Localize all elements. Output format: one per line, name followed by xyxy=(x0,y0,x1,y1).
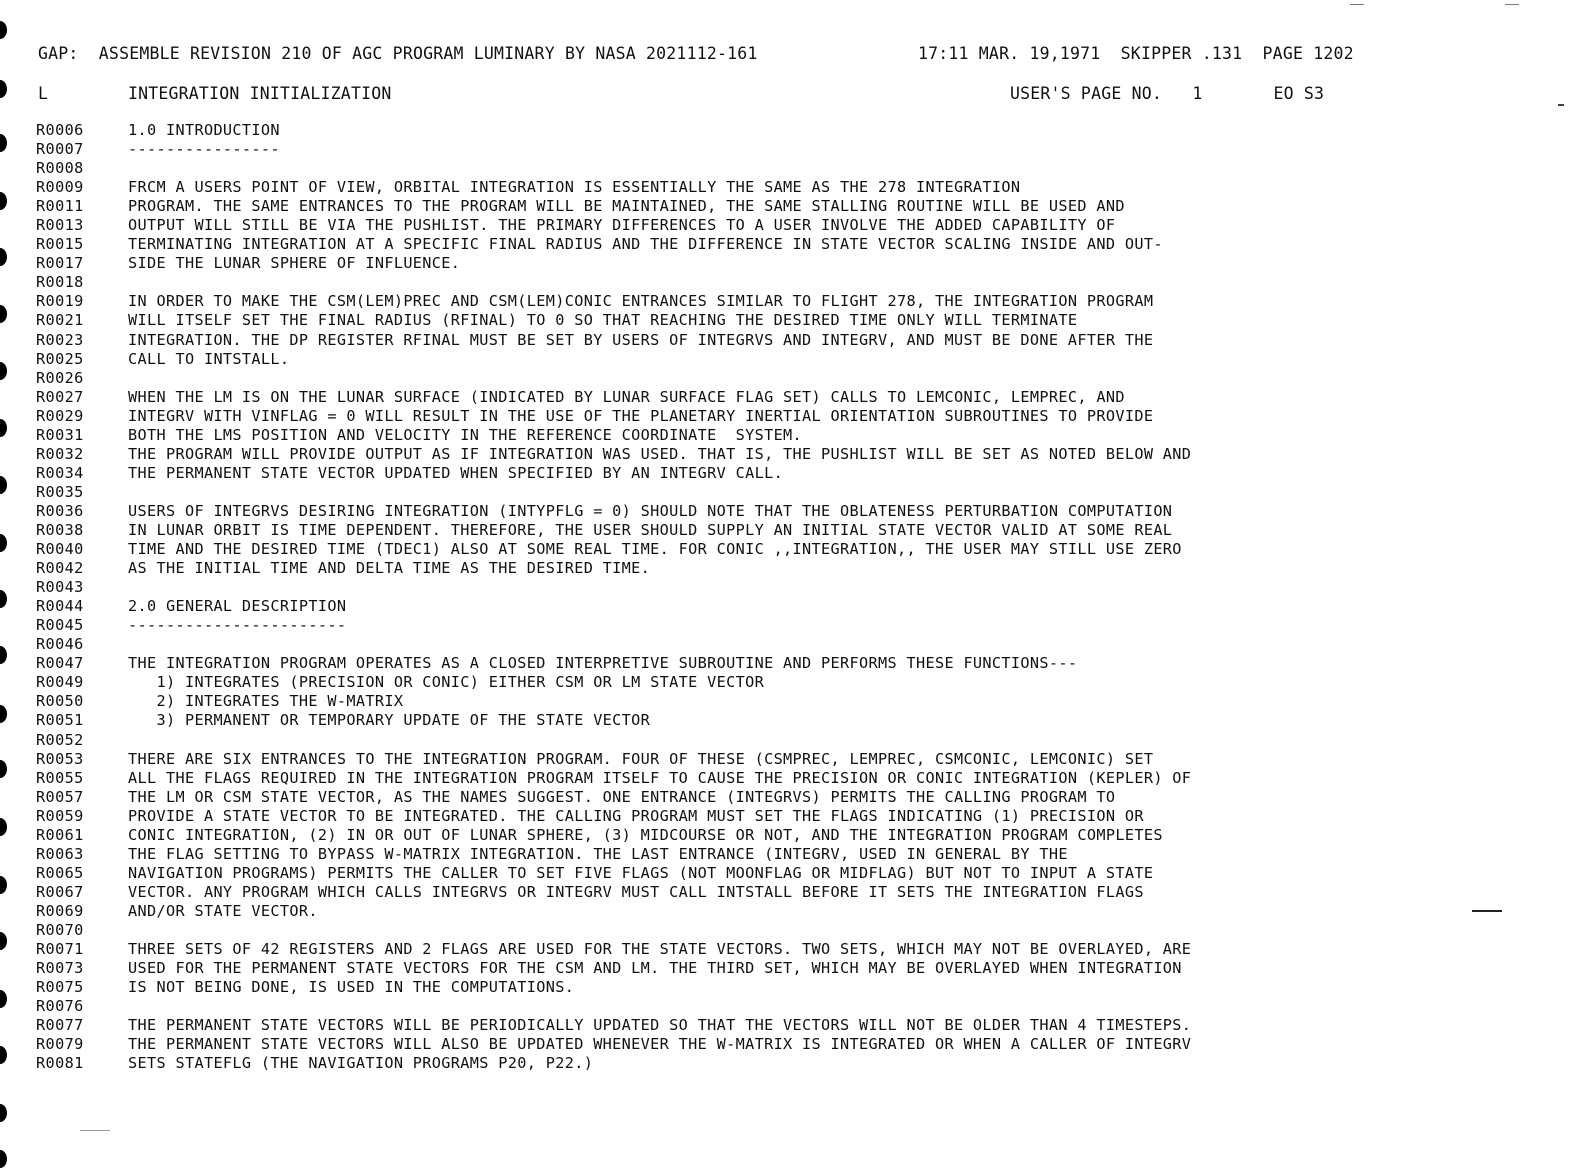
line-text: ----------------------- xyxy=(128,616,347,635)
listing-line xyxy=(36,426,1496,445)
listing-line xyxy=(36,769,1496,788)
line-number: R0008 xyxy=(36,159,84,178)
scan-mark xyxy=(80,1130,110,1131)
line-number: R0057 xyxy=(36,787,84,806)
listing-line xyxy=(36,311,1496,330)
listing-line xyxy=(36,807,1496,826)
line-number: R0051 xyxy=(36,711,84,730)
line-number: R0047 xyxy=(36,654,84,673)
punch-hole xyxy=(0,419,7,437)
line-number: R0044 xyxy=(36,597,84,616)
line-number: R0043 xyxy=(36,578,84,597)
section-title: INTEGRATION INITIALIZATION xyxy=(128,84,392,103)
line-number: R0025 xyxy=(36,349,84,368)
listing-line xyxy=(36,197,1496,216)
listing-line xyxy=(36,388,1496,407)
listing-line xyxy=(36,616,1496,635)
listing-line xyxy=(36,692,1496,711)
listing-line xyxy=(36,331,1496,350)
line-text: THE FLAG SETTING TO BYPASS W-MATRIX INTEGRATION. THE LAST ENTRANCE (INTEGRV, USED IN GENERAL BY THE xyxy=(128,844,1068,863)
listing-line xyxy=(36,845,1496,864)
line-number: R0069 xyxy=(36,901,84,920)
line-number: R0018 xyxy=(36,273,84,292)
line-number: R0032 xyxy=(36,444,84,463)
line-text: WHEN THE LM IS ON THE LUNAR SURFACE (INDICATED BY LUNAR SURFACE FLAG SET) CALLS TO LEMCONIC, LEMPREC, AND xyxy=(128,387,1125,406)
listing-line xyxy=(36,940,1496,959)
punch-hole xyxy=(0,646,7,664)
listing-line xyxy=(36,1054,1496,1073)
line-text: WILL ITSELF SET THE FINAL RADIUS (RFINAL) TO 0 SO THAT REACHING THE DESIRED TIME ONLY WILL TERMINATE xyxy=(128,311,1078,330)
line-text: INTEGRATION. THE DP REGISTER RFINAL MUST BE SET BY USERS OF INTEGRVS AND INTEGRV, AND MUST BE DONE AFTER THE xyxy=(128,330,1154,349)
line-number: R0035 xyxy=(36,482,84,501)
line-number: R0011 xyxy=(36,197,84,216)
listing-line xyxy=(36,254,1496,273)
line-number: R0053 xyxy=(36,749,84,768)
line-text xyxy=(128,578,1496,597)
listing-line xyxy=(36,464,1496,483)
line-text: VECTOR. ANY PROGRAM WHICH CALLS INTEGRVS OR INTEGRV MUST CALL INTSTALL BEFORE IT SETS THE INTEGRATION FLAGS xyxy=(128,882,1144,901)
line-number: R0029 xyxy=(36,406,84,425)
line-text: CALL TO INTSTALL. xyxy=(128,349,290,368)
line-number: R0067 xyxy=(36,882,84,901)
line-number: R0038 xyxy=(36,520,84,539)
punch-hole xyxy=(0,192,7,210)
line-text: ALL THE FLAGS REQUIRED IN THE INTEGRATION PROGRAM ITSELF TO CAUSE THE PRECISION OR CONIC INTEGRATION (KEPLER) OF xyxy=(128,768,1192,787)
scan-mark xyxy=(1350,4,1364,5)
line-number: R0079 xyxy=(36,1035,84,1054)
listing-line xyxy=(36,1035,1496,1054)
line-text: BOTH THE LMS POSITION AND VELOCITY IN THE REFERENCE COORDINATE SYSTEM. xyxy=(128,425,803,444)
listing-line xyxy=(36,978,1496,997)
line-number: R0076 xyxy=(36,997,84,1016)
line-text: THERE ARE SIX ENTRANCES TO THE INTEGRATION PROGRAM. FOUR OF THESE (CSMPREC, LEMPREC, CSMCONIC, LEMCONIC) SET xyxy=(128,749,1154,768)
line-text xyxy=(128,159,1496,178)
listing-line xyxy=(36,216,1496,235)
line-number: R0019 xyxy=(36,292,84,311)
line-number: R0007 xyxy=(36,140,84,159)
line-number: R0061 xyxy=(36,825,84,844)
listing-line xyxy=(36,750,1496,769)
punch-hole xyxy=(0,362,7,380)
line-number: R0081 xyxy=(36,1054,84,1073)
listing-line xyxy=(36,578,1496,597)
scan-mark xyxy=(1505,4,1519,5)
line-number: R0034 xyxy=(36,463,84,482)
line-text: USED FOR THE PERMANENT STATE VECTORS FOR THE CSM AND LM. THE THIRD SET, WHICH MAY BE OVERLAYED WHEN INTEGRATION xyxy=(128,959,1182,978)
line-number: R0027 xyxy=(36,387,84,406)
listing-line xyxy=(36,159,1496,178)
punch-hole xyxy=(0,534,7,552)
line-number: R0006 xyxy=(36,121,84,139)
punch-hole xyxy=(0,990,7,1008)
line-text: 2.0 GENERAL DESCRIPTION xyxy=(128,597,347,616)
listing-line xyxy=(36,731,1496,750)
scan-mark xyxy=(1558,104,1564,106)
punch-hole xyxy=(0,760,7,778)
line-number: R0075 xyxy=(36,978,84,997)
line-text xyxy=(128,273,1496,292)
listing-line xyxy=(36,883,1496,902)
line-text xyxy=(128,635,1496,654)
line-number: R0063 xyxy=(36,844,84,863)
line-text: THE INTEGRATION PROGRAM OPERATES AS A CLOSED INTERPRETIVE SUBROUTINE AND PERFORMS THESE FUNCTIONS--- xyxy=(128,654,1078,673)
line-number: R0036 xyxy=(36,501,84,520)
line-text: IN ORDER TO MAKE THE CSM(LEM)PREC AND CSM(LEM)CONIC ENTRANCES SIMILAR TO FLIGHT 278, THE INTEGRATION PROGRAM xyxy=(128,292,1154,311)
line-text: 1) INTEGRATES (PRECISION OR CONIC) EITHER CSM OR LM STATE VECTOR xyxy=(128,673,765,692)
listing-line xyxy=(36,178,1496,197)
line-number: R0055 xyxy=(36,768,84,787)
listing-line xyxy=(36,350,1496,369)
line-text: NAVIGATION PROGRAMS) PERMITS THE CALLER TO SET FIVE FLAGS (NOT MOONFLAG OR MIDFLAG) BUT NOT TO INPUT A STATE xyxy=(128,863,1154,882)
punch-hole xyxy=(0,1046,7,1064)
line-number: R0073 xyxy=(36,959,84,978)
listing-line xyxy=(36,502,1496,521)
line-text: FRCM A USERS POINT OF VIEW, ORBITAL INTEGRATION IS ESSENTIALLY THE SAME AS THE 278 INTEGRATION xyxy=(128,178,1021,197)
listing-line xyxy=(36,959,1496,978)
listing-line xyxy=(36,235,1496,254)
punch-hole xyxy=(0,1104,7,1122)
punch-hole xyxy=(0,1150,7,1168)
punch-hole xyxy=(0,705,7,723)
listing-line xyxy=(36,997,1496,1016)
line-text: 3) PERMANENT OR TEMPORARY UPDATE OF THE STATE VECTOR xyxy=(128,711,651,730)
line-text: THE PROGRAM WILL PROVIDE OUTPUT AS IF INTEGRATION WAS USED. THAT IS, THE PUSHLIST WILL BE SET AS NOTED BELOW AND xyxy=(128,444,1192,463)
line-number: R0031 xyxy=(36,425,84,444)
punch-hole xyxy=(0,21,7,39)
line-text: USERS OF INTEGRVS DESIRING INTEGRATION (INTYPFLG = 0) SHOULD NOTE THAT THE OBLATENESS PERTURBATION COMPUTATION xyxy=(128,501,1173,520)
punch-hole xyxy=(0,876,7,894)
punch-hole xyxy=(0,590,7,608)
listing-line xyxy=(36,540,1496,559)
line-text xyxy=(128,997,1496,1016)
line-text: IN LUNAR ORBIT IS TIME DEPENDENT. THEREFORE, THE USER SHOULD SUPPLY AN INITIAL STATE VECTOR VALID AT SOME REAL xyxy=(128,520,1173,539)
line-number: R0059 xyxy=(36,806,84,825)
line-number: R0050 xyxy=(36,692,84,711)
line-text: AS THE INITIAL TIME AND DELTA TIME AS THE DESIRED TIME. xyxy=(128,559,651,578)
punch-hole xyxy=(0,80,7,98)
listing-line xyxy=(36,597,1496,616)
listing-header-timestamp: 17:11 MAR. 19,1971 SKIPPER .131 PAGE 1202 xyxy=(918,44,1354,63)
line-text: 2) INTEGRATES THE W-MATRIX xyxy=(128,692,404,711)
listing-line xyxy=(36,445,1496,464)
line-number: R0065 xyxy=(36,863,84,882)
line-text: SIDE THE LUNAR SPHERE OF INFLUENCE. xyxy=(128,254,461,273)
line-text xyxy=(128,921,1496,940)
line-number: R0023 xyxy=(36,330,84,349)
line-text: TIME AND THE DESIRED TIME (TDEC1) ALSO AT SOME REAL TIME. FOR CONIC ,,INTEGRATION,, THE USER MAY STILL USE ZERO xyxy=(128,540,1182,559)
listing-line xyxy=(36,559,1496,578)
punch-hole xyxy=(0,476,7,494)
line-number: R0071 xyxy=(36,940,84,959)
line-text: THREE SETS OF 42 REGISTERS AND 2 FLAGS ARE USED FOR THE STATE VECTORS. TWO SETS, WHICH MAY NOT BE OVERLAYED, ARE xyxy=(128,940,1192,959)
line-number: R0026 xyxy=(36,368,84,387)
listing-line xyxy=(36,1016,1496,1035)
line-text: THE PERMANENT STATE VECTORS WILL BE PERIODICALLY UPDATED SO THAT THE VECTORS WILL NOT BE OLDER THAN 4 TIMESTEPS. xyxy=(128,1016,1192,1035)
line-number: R0046 xyxy=(36,635,84,654)
listing-body xyxy=(36,121,1496,1073)
line-number: R0042 xyxy=(36,559,84,578)
listing-line xyxy=(36,483,1496,502)
listing-line xyxy=(36,711,1496,730)
line-text: PROGRAM. THE SAME ENTRANCES TO THE PROGRAM WILL BE MAINTAINED, THE SAME STALLING ROUTINE WILL BE USED AND xyxy=(128,197,1125,216)
punch-hole xyxy=(0,932,7,950)
line-text: OUTPUT WILL STILL BE VIA THE PUSHLIST. THE PRIMARY DIFFERENCES TO A USER INVOLVE THE ADDED CAPABILITY OF xyxy=(128,216,1116,235)
listing-line xyxy=(36,292,1496,311)
listing-line xyxy=(36,521,1496,540)
line-number: R0013 xyxy=(36,216,84,235)
listing-line xyxy=(36,864,1496,883)
line-text: AND/OR STATE VECTOR. xyxy=(128,901,318,920)
line-number: R0077 xyxy=(36,1016,84,1035)
line-text: ---------------- xyxy=(128,140,280,159)
listing-line xyxy=(36,826,1496,845)
line-number: R0015 xyxy=(36,235,84,254)
listing-line xyxy=(36,673,1496,692)
listing-line xyxy=(36,121,1496,140)
listing-header-title: GAP: ASSEMBLE REVISION 210 OF AGC PROGRAM LUMINARY BY NASA 2021112-161 xyxy=(38,44,758,63)
line-text xyxy=(128,369,1496,388)
line-number: R0040 xyxy=(36,540,84,559)
line-text xyxy=(128,731,1496,750)
line-number: R0021 xyxy=(36,311,84,330)
line-number: R0017 xyxy=(36,254,84,273)
punch-hole xyxy=(0,305,7,323)
line-text: IS NOT BEING DONE, IS USED IN THE COMPUTATIONS. xyxy=(128,978,575,997)
listing-line xyxy=(36,407,1496,426)
line-text: THE PERMANENT STATE VECTOR UPDATED WHEN SPECIFIED BY AN INTEGRV CALL. xyxy=(128,463,784,482)
line-text xyxy=(128,483,1496,502)
line-text: SETS STATEFLG (THE NAVIGATION PROGRAMS P20, P22.) xyxy=(128,1054,594,1073)
line-number: R0045 xyxy=(36,616,84,635)
listing-line xyxy=(36,369,1496,388)
line-text: 1.0 INTRODUCTION xyxy=(128,121,280,139)
line-number: R0070 xyxy=(36,920,84,939)
line-text: TERMINATING INTEGRATION AT A SPECIFIC FINAL RADIUS AND THE DIFFERENCE IN STATE VECTOR SCALING INSIDE AND OUT- xyxy=(128,235,1163,254)
line-number: R0052 xyxy=(36,730,84,749)
listing-line xyxy=(36,140,1496,159)
line-text: THE LM OR CSM STATE VECTOR, AS THE NAMES SUGGEST. ONE ENTRANCE (INTEGRVS) PERMITS THE CALLING PROGRAM TO xyxy=(128,787,1116,806)
line-text: THE PERMANENT STATE VECTORS WILL ALSO BE UPDATED WHENEVER THE W-MATRIX IS INTEGRATED OR WHEN A CALLER OF INTEGRV xyxy=(128,1035,1192,1054)
line-text: CONIC INTEGRATION, (2) IN OR OUT OF LUNAR SPHERE, (3) MIDCOURSE OR NOT, AND THE INTEGRATION PROGRAM COMPLETES xyxy=(128,825,1163,844)
line-number: R0009 xyxy=(36,178,84,197)
log-section-mark: L xyxy=(38,84,49,103)
users-page-number: USER'S PAGE NO. 1 EO S3 xyxy=(1010,84,1325,103)
punch-hole xyxy=(0,248,7,266)
listing-line xyxy=(36,273,1496,292)
listing-line xyxy=(36,902,1496,921)
line-text: INTEGRV WITH VINFLAG = 0 WILL RESULT IN THE USE OF THE PLANETARY INERTIAL ORIENTATION SUBROUTINES TO PROVIDE xyxy=(128,406,1154,425)
punch-hole xyxy=(0,134,7,152)
listing-line xyxy=(36,654,1496,673)
line-text: PROVIDE A STATE VECTOR TO BE INTEGRATED. THE CALLING PROGRAM MUST SET THE FLAGS INDICATING (1) PRECISION OR xyxy=(128,806,1144,825)
listing-line xyxy=(36,788,1496,807)
listing-line xyxy=(36,635,1496,654)
line-number: R0049 xyxy=(36,673,84,692)
punch-hole xyxy=(0,818,7,836)
listing-line xyxy=(36,921,1496,940)
